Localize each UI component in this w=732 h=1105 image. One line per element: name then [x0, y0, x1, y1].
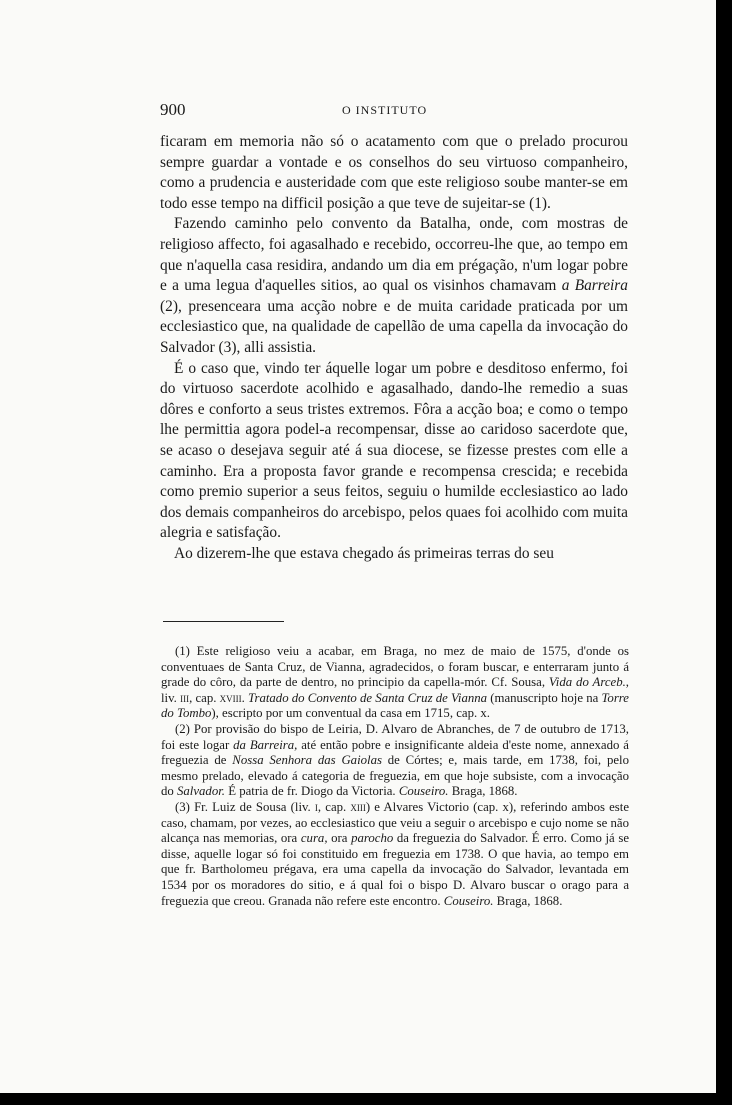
text-run: Fazendo caminho pelo convento da Batalha, onde, com mostras de religioso affecto, foi agasalhado e recebido, occorreu-lhe que, ao tempo em que n'aquella casa residira, andando um dia em prégação, n'um logar pobre e a uma legua d'aquelles sitios, ao qual os visinhos chamavam [160, 215, 628, 295]
place-name: Nossa Senhora das Gaiolas [232, 753, 382, 768]
roman-numeral: i [314, 799, 318, 814]
citation-title: Vida do Arceb. [548, 675, 626, 690]
footnote-1 [161, 644, 629, 722]
text-run: até então pobre e insignificante aldeia d'este nome, annexado á freguezia de [161, 737, 629, 768]
citation-title: Tratado do Convento de Santa Cruz de Vianna [248, 690, 488, 705]
paragraph-4: Ao dizerem-lhe que estava chegado ás primeiras terras do seu [174, 544, 554, 562]
emphasis: cura, [300, 831, 328, 846]
text-run: (2), presenceara uma acção nobre e de muita caridade praticada por um ecclesiastico que, na qualidade de capellão de uma capella da invocação do Salvador (3), alli assistia. [160, 297, 628, 356]
text-run: (3) Fr. Luiz de Sousa (liv. [175, 799, 315, 814]
text-run: , cap. [189, 690, 220, 705]
roman-numeral: iii [180, 690, 190, 705]
text-run: da freguezia do Salvador. É erro. Como já se disse, aquelle logar só foi constituido em freguezia em 1738. O que havia, ao tempo em que fr. Bartholomeu prégava, era uma capella da invocação do Salvador, levantada em 1534 por os moradores do sitio, e á qual foi o bispo D. Alvaro buscar o orago para a freguezia que creou. Granada não refere este encontro. [161, 831, 629, 908]
place-name: da Barreira, [233, 737, 298, 752]
place-name: a Barreira [561, 277, 628, 295]
citation-title: Torre do Tombo [161, 690, 629, 721]
text-run: ) e Alvares Victorio (cap. x), referindo ambos este caso, chamam, por vezes, ao ecclesiastico que veiu a seguir o arcebispo e cujo nome se não alcança nas memorias, ora [161, 799, 629, 846]
text-run: ora [327, 831, 352, 846]
citation-title: Couseiro. [443, 893, 494, 908]
text-run: de Córtes; e, mais tarde, em 1738, foi, pelo mesmo prelado, elevado á categoria de freguezia, em que hoje subsiste, com a invocação do [161, 753, 629, 799]
text-run: (manuscripto hoje na [487, 690, 602, 705]
running-title: O INSTITUTO [342, 103, 428, 117]
main-text [160, 132, 628, 564]
text-run: É patria de fr. Diogo da Victoria. [225, 784, 399, 799]
paragraph-1: ficaram em memoria não só o acatamento com que o prelado procurou sempre guardar a vontade e os conselhos do seu virtuoso companheiro, como a prudencia e austeridade com que este religioso soube manter-se em todo esse tempo na difficil posição a que teve de sujeitar-se (1). [160, 133, 628, 212]
text-run: ), escripto por um conventual da casa em 1715, cap. x. [211, 706, 490, 721]
footnote-separator [163, 621, 284, 622]
text-run: (2) Por provisão do bispo de Leiria, D. Alvaro de Abranches, de 7 de outubro de 1713, foi este logar [161, 721, 629, 752]
text-run: . [241, 690, 249, 705]
text-run: Braga, 1868. [448, 784, 518, 799]
text-run: , liv. [161, 675, 629, 705]
page-header [160, 100, 630, 122]
roman-numeral: xviii [219, 690, 242, 705]
place-name: Salvador. [177, 784, 225, 799]
citation-title: Couseiro. [398, 784, 449, 799]
footnote-2 [161, 722, 629, 800]
text-run: (1) Este religioso veiu a acabar, em Braga, no mez de maio de 1575, d'onde os conventuaes de Santa Cruz, de Vianna, agradecidos, o foram buscar, e enterraram junto á grade do côro, da parte de dentro, no principio da capella-mór. Cf. Sousa, [161, 644, 629, 690]
page-number: 900 [160, 100, 186, 119]
text-run: Braga, 1868. [493, 893, 563, 908]
text-run: , cap. [317, 799, 351, 814]
footnote-3 [161, 800, 629, 909]
paragraph-2 [160, 214, 628, 358]
roman-numeral: xiii [350, 799, 366, 814]
emphasis: parocho [351, 831, 394, 846]
footnotes [161, 644, 629, 909]
paragraph-3: É o caso que, vindo ter áquelle logar um pobre e desditoso enfermo, foi do virtuoso sacerdote acolhido e agasalhado, dando-lhe remedio a suas dôres e conforto a seus tristes extremos. Fôra a acção boa; e como o tempo lhe permittia agora podel-a recompensar, disse ao caridoso sacerdote que, se acaso o desejava seguir até á sua diocese, se fizesse prestes com elle a caminho. Era a proposta favor grande e recompensa crescida; e recebida como premio superior a seus feitos, seguiu o humilde ecclesiastico ao lado dos demais companheiros do arcebispo, pelos quaes foi acolhido com muita alegria e satisfação. [160, 359, 628, 542]
